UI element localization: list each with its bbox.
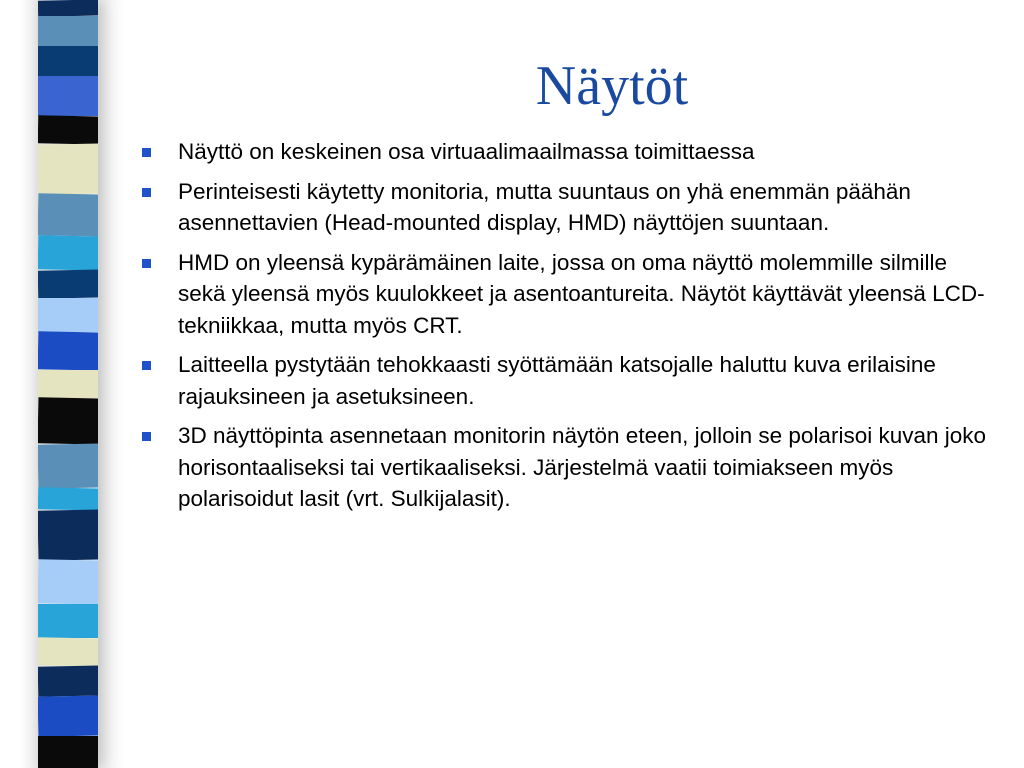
bullet-text: Näyttö on keskeinen osa virtuaalimaailmassa toimittaessa xyxy=(178,139,755,164)
strip-band xyxy=(38,331,98,370)
strip-band xyxy=(38,298,98,332)
strip-band xyxy=(38,604,98,638)
slide-title: Näytöt xyxy=(535,55,689,117)
bullet-text: HMD on yleensä kypärämäinen laite, jossa on oma näyttö molemmille silmille sekä yleensä myös kuulokkeet ja asentoantureita. Näytöt käyttävät yleensä LCD-tekniikkaa, mutta myös CRT. xyxy=(178,249,985,338)
strip-band xyxy=(38,695,98,736)
strip-band xyxy=(38,235,98,270)
strip-band xyxy=(38,115,98,144)
strip-band xyxy=(38,46,98,76)
bullet-item xyxy=(140,349,1000,412)
strip-band xyxy=(38,509,98,560)
strip-band xyxy=(38,193,98,236)
strip-band xyxy=(38,269,98,298)
bullet-item xyxy=(140,176,1000,239)
bullet-item xyxy=(140,247,1000,342)
square-bullet-icon xyxy=(142,148,151,157)
bullet-list xyxy=(140,136,1000,523)
square-bullet-icon xyxy=(142,188,151,197)
strip-band xyxy=(38,637,98,666)
square-bullet-icon xyxy=(142,259,151,268)
strip-band xyxy=(38,665,98,696)
bullet-item xyxy=(140,136,1000,168)
decorative-color-strip xyxy=(38,0,98,768)
bullet-item xyxy=(140,420,1000,515)
strip-band xyxy=(38,0,98,17)
square-bullet-icon xyxy=(142,361,151,370)
bullet-text: 3D näyttöpinta asennetaan monitorin näytön eteen, jolloin se polarisoi kuvan joko horisontaaliseksi tai vertikaaliseksi. Järjestelmä vaatii toimiakseen myös polarisoidut lasit (vrt. Sulkijalasit). xyxy=(178,423,987,511)
strip-band xyxy=(38,559,98,604)
strip-band xyxy=(38,370,98,398)
strip-band xyxy=(38,397,98,444)
square-bullet-icon xyxy=(142,432,151,441)
bullet-text: Perinteisesti käytetty monitoria, mutta suuntaus on yhä enemmän päähän asennettavien (Head-mounted display, HMD) näyttöjen suuntaan. xyxy=(178,178,911,235)
strip-band xyxy=(38,76,98,116)
strip-band xyxy=(38,16,98,46)
strip-band xyxy=(38,487,98,510)
bullet-text: Laitteella pystytään tehokkaasti syöttämään katsojalle haluttu kuva erilaisine rajauksineen ja asetuksineen. xyxy=(178,352,936,409)
strip-band xyxy=(38,443,98,488)
strip-band xyxy=(38,143,98,194)
strip-band xyxy=(38,736,98,768)
